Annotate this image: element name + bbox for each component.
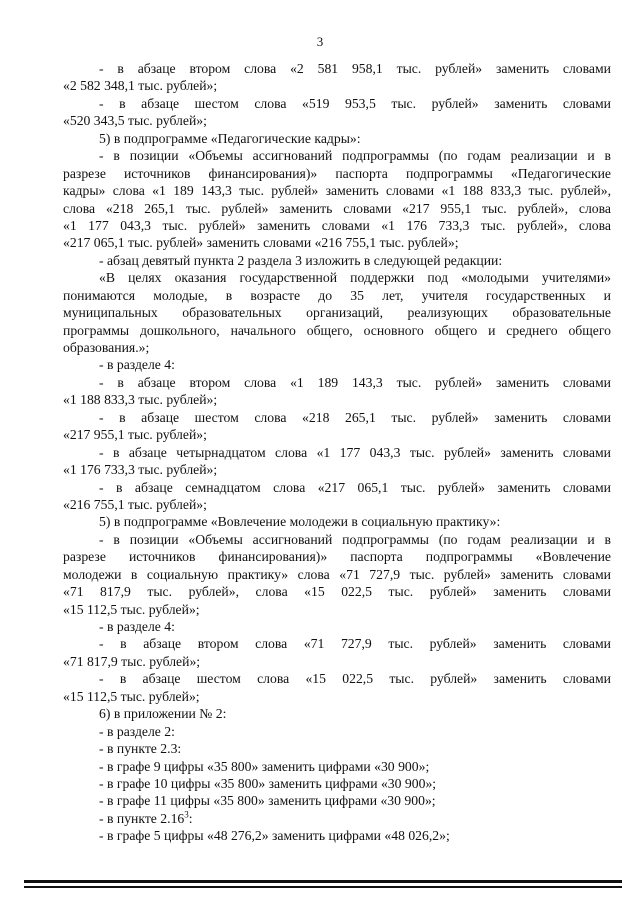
text-line: программы дошкольного, начального общего, основного общего и среднего общего (63, 322, 611, 338)
text-line: «71 817,9 тыс. рублей»; (63, 653, 201, 669)
text-line: «217 065,1 тыс. рублей» заменить словами «216 755,1 тыс. рублей»; (63, 235, 459, 251)
text-line: «71 817,9 тыс. рублей», слова «15 022,5 тыс. рублей» заменить словами (63, 584, 611, 600)
text-line: - в графе 11 цифры «35 800» заменить цифрами «30 900»; (99, 793, 436, 809)
text-line: - в графе 9 цифры «35 800» заменить цифрами «30 900»; (99, 758, 430, 774)
text-line: 5) в подпрограмме «Педагогические кадры»: (99, 130, 361, 146)
text-line: «1 176 733,3 тыс. рублей»; (63, 462, 218, 478)
text-line: - в разделе 4: (99, 619, 175, 634)
text-line: разрезе источников финансирования)» паспорта подпрограммы «Вовлечение (63, 549, 611, 565)
document-body (63, 60, 611, 845)
footer-rule-thin (24, 886, 622, 888)
text-line: - в пункте 2.3: (99, 741, 182, 757)
text-line: образования.»; (63, 340, 150, 355)
text-line: «1 177 043,3 тыс. рублей» заменить словами «1 176 733,3 тыс. рублей», слова (63, 217, 611, 233)
text-line: кадры» слова «1 189 143,3 тыс. рублей» заменить словами «1 188 833,3 тыс. рублей», (63, 183, 611, 199)
text-line: - в абзаце шестом слова «218 265,1 тыс. рублей» заменить словами (99, 409, 611, 425)
text-line: «217 955,1 тыс. рублей»; (63, 427, 207, 443)
text-line: - в абзаце шестом слова «15 022,5 тыс. рублей» заменить словами (99, 671, 611, 687)
text-line: - в графе 10 цифры «35 800» заменить цифрами «30 900»; (99, 775, 437, 791)
text-line: «В целях оказания государственной поддержки под «молодыми учителями» (99, 270, 611, 286)
text-line: - в абзаце втором слова «71 727,9 тыс. рублей» заменить словами (99, 636, 611, 652)
text-line: - в абзаце четырнадцатом слова «1 177 043,3 тыс. рублей» заменить словами (99, 444, 611, 460)
text-line: - абзац девятый пункта 2 раздела 3 изложить в следующей редакции: (99, 252, 503, 268)
text-line: - в позиции «Объемы ассигнований подпрограммы (по годам реализации и в (99, 148, 611, 164)
text-line: понимаются молодые, в возрасте до 35 лет, учителя государственных и (63, 287, 611, 303)
text-line: «15 112,5 тыс. рублей»; (63, 601, 200, 617)
text-line: муниципальных образовательных организаций, реализующих образовательные (63, 305, 611, 321)
text-line: «1 188 833,3 тыс. рублей»; (63, 392, 218, 408)
text-line: «216 755,1 тыс. рублей»; (63, 496, 207, 512)
text-line: разрезе источников финансирования)» паспорта подпрограммы «Педагогические (63, 165, 611, 181)
footer-rule-thick (24, 880, 622, 883)
text-line: - в графе 5 цифры «48 276,2» заменить цифрами «48 026,2»; (99, 828, 450, 844)
text-line: - в разделе 2: (99, 723, 175, 739)
text-line: слова «218 265,1 тыс. рублей» заменить словами «217 955,1 тыс. рублей», слова (63, 200, 611, 216)
text-line: 6) в приложении № 2: (99, 706, 227, 722)
text-line: 5) в подпрограмме «Вовлечение молодежи в социальную практику»: (99, 514, 501, 530)
text-line: - в абзаце семнадцатом слова «217 065,1 тыс. рублей» заменить словами (99, 479, 611, 495)
text-line: молодежи в социальную практику» слова «71 727,9 тыс. рублей» заменить словами (63, 566, 611, 582)
text-line: - в позиции «Объемы ассигнований подпрограммы (по годам реализации и в (99, 531, 611, 547)
text-line: «520 343,5 тыс. рублей»; (63, 113, 207, 129)
text-line: - в разделе 4: (99, 357, 175, 373)
page-number: 3 (316, 34, 324, 49)
text-line: - в пункте 2.16$^3$: (99, 809, 193, 826)
text-line: «15 112,5 тыс. рублей»; (63, 688, 200, 704)
text-line: - в абзаце втором слова «2 581 958,1 тыс. рублей» заменить словами (99, 61, 611, 76)
text-line: - в абзаце втором слова «1 189 143,3 тыс. рублей» заменить словами (99, 374, 611, 390)
text-line: «2 582 348,1 тыс. рублей»; (63, 78, 218, 94)
text-line: - в абзаце шестом слова «519 953,5 тыс. рублей» заменить словами (99, 95, 611, 111)
